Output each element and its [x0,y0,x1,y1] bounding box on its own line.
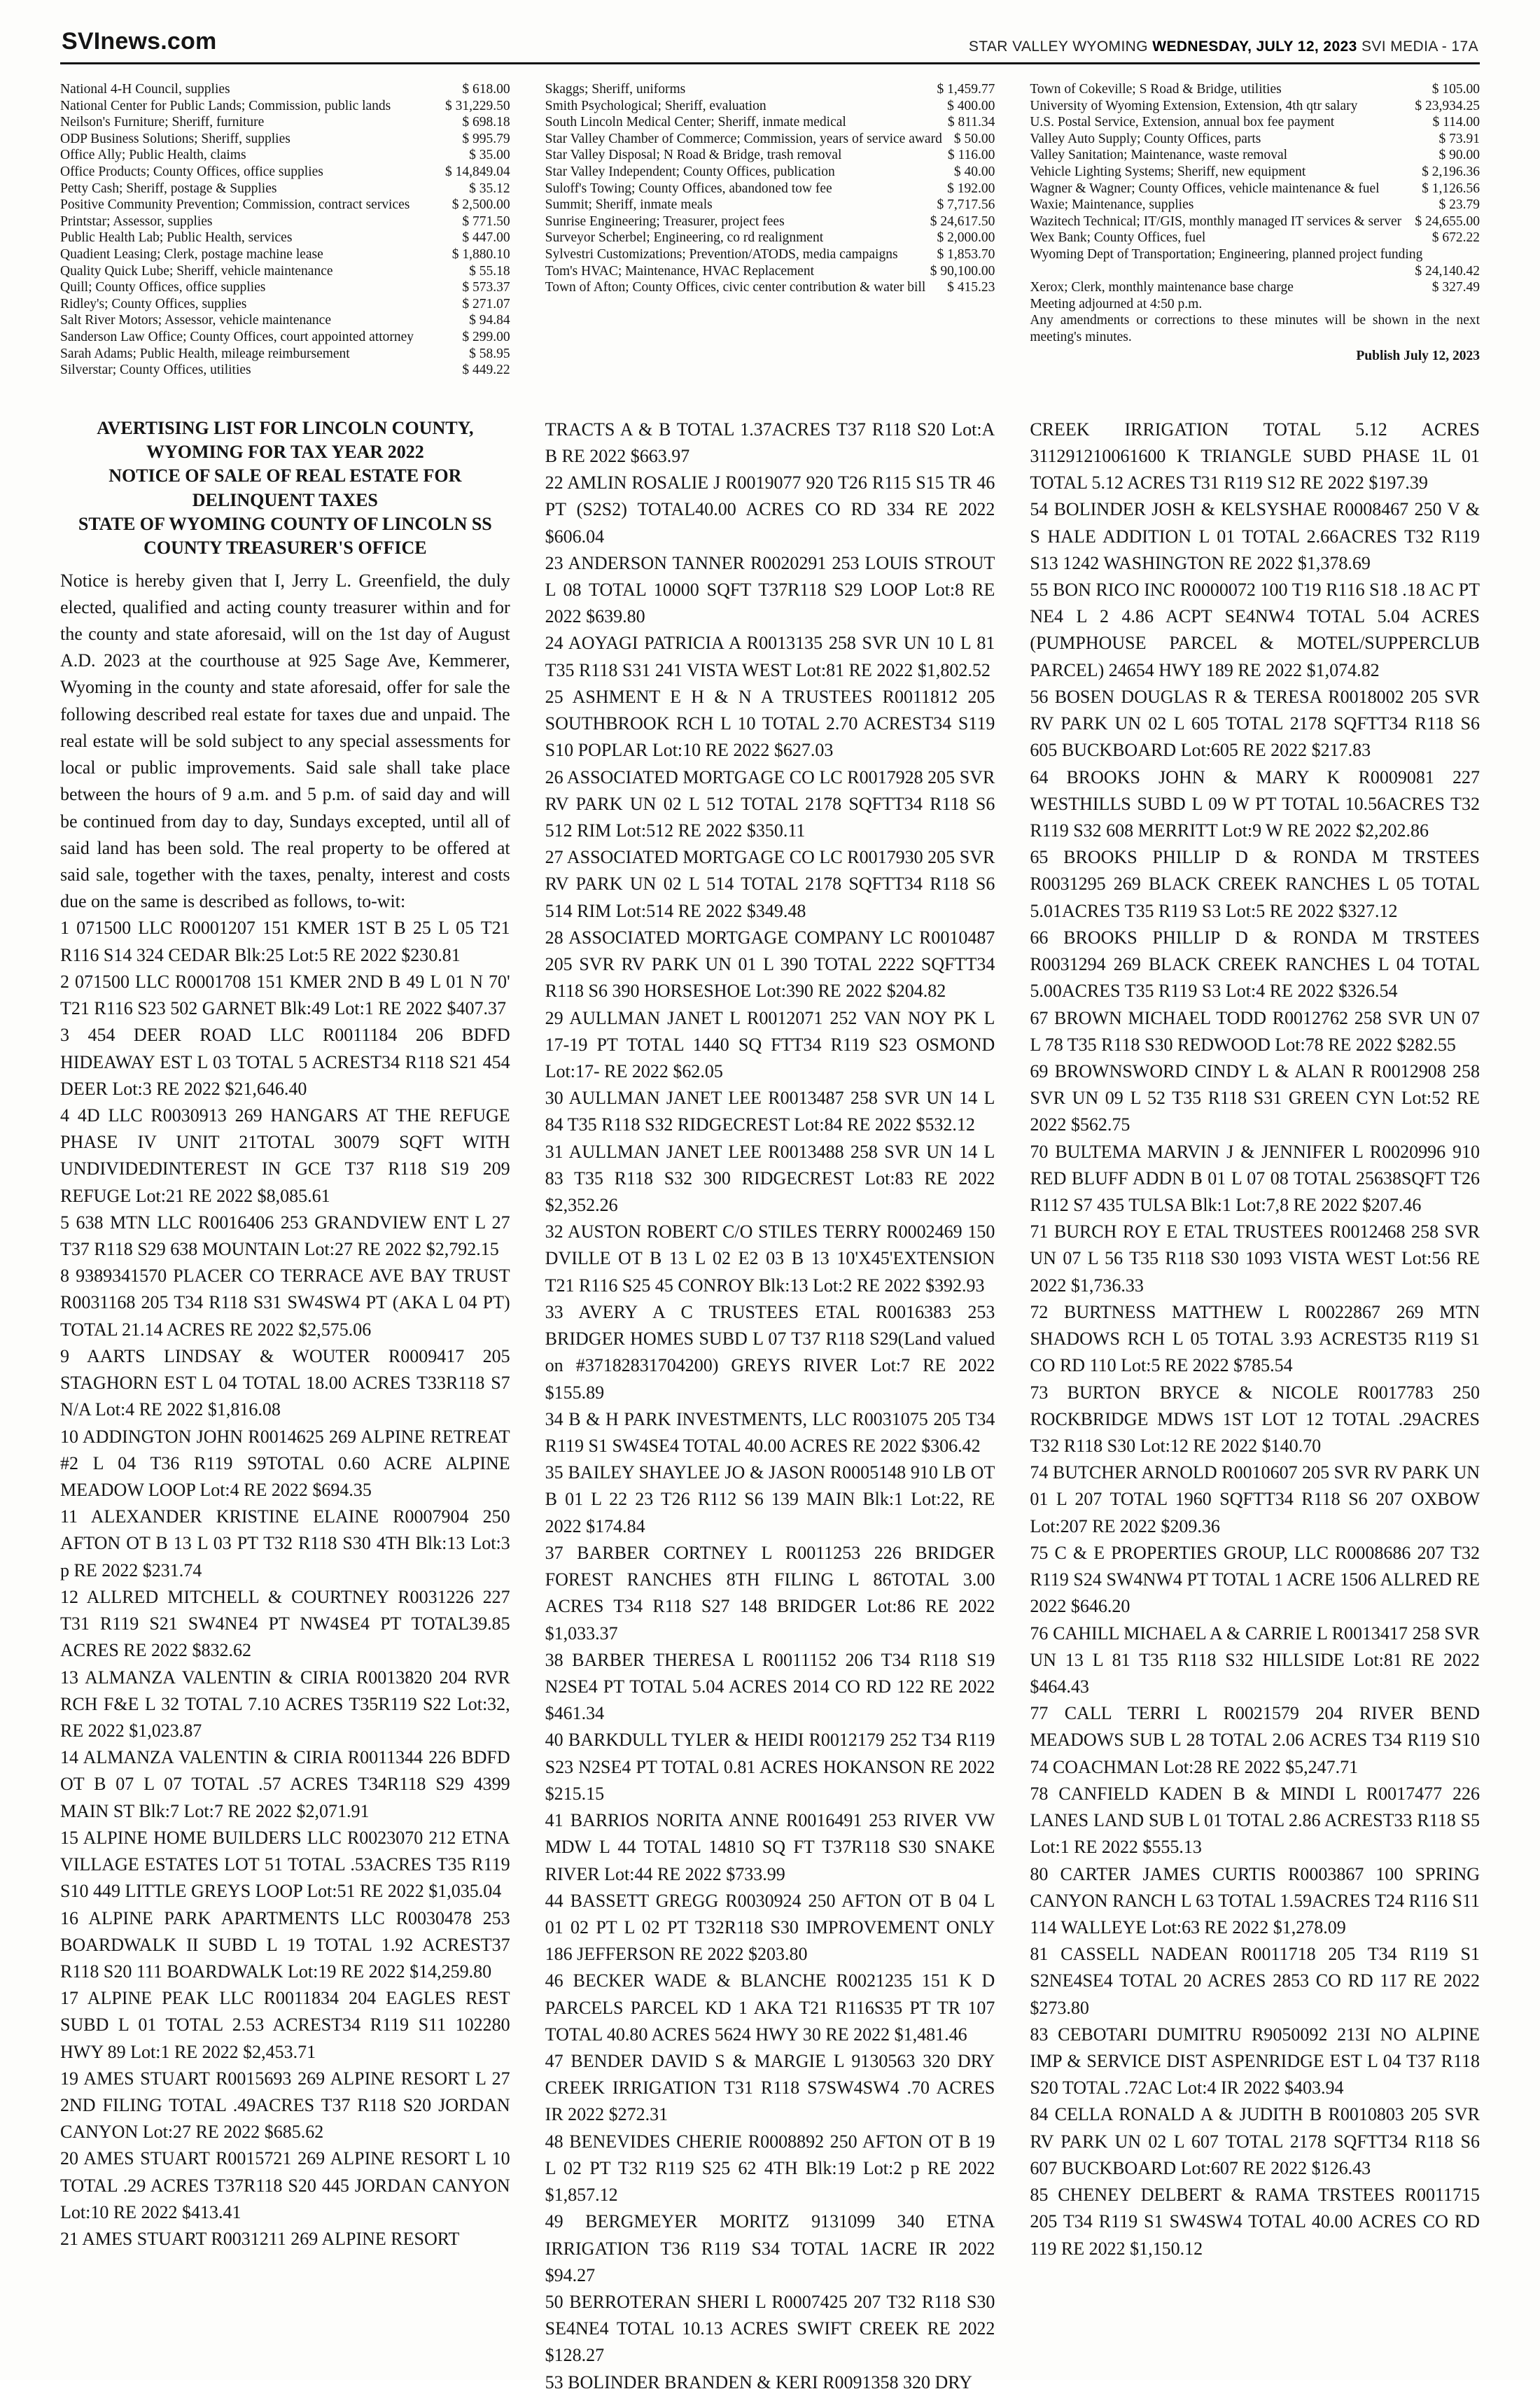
expense-amount: $ 618.00 [462,82,510,97]
tax-sale-entry: 40 BARKDULL TYLER & HEIDI R0012179 252 T34 R119 S23 N2SE4 PT TOTAL 0.81 ACRES HOKANSON RE 2022 $215.15 [545,1730,995,1804]
expense-amount: $ 90,100.00 [930,263,995,279]
tax-sale-entry: 21 AMES STUART R0031211 269 ALPINE RESORT [60,2229,460,2250]
tax-sale-entry: 4 4D LLC R0030913 269 HANGARS AT THE REFUGE PHASE IV UNIT 21TOTAL 30079 SQFT WITH UNDIVIDEDINTEREST IN GCE T37 R118 S19 209 REFUGE Lot:21 RE 2022 $8,085.61 [60,1105,510,1206]
expense-description: Salt River Motors; Assessor, vehicle maintenance [60,313,331,328]
expense-amount: $ 2,196.36 [1422,164,1480,179]
notice-title-line: AVERTISING LIST FOR LINCOLN COUNTY, [97,417,474,438]
expense-amount: $ 299.00 [462,329,510,344]
site-logo: SVInews.com [62,28,217,55]
tax-sale-entry: 41 BARRIOS NORITA ANNE R0016491 253 RIVER VW MDW L 44 TOTAL 14810 SQ FT T37R118 S30 SNAKE RIVER Lot:44 RE 2022 $733.99 [545,1810,995,1884]
notice-column-1 [60,416,510,2396]
expense-line [60,114,510,131]
expense-amount: $ 50.00 [953,131,995,146]
notice-entries-column-1 [60,915,510,2253]
page-header [60,28,1480,62]
tax-sale-entry: TRACTS A & B TOTAL 1.37ACRES T37 R118 S20 Lot:A B RE 2022 $663.97 [545,419,995,466]
expense-amount: $ 90.00 [1438,148,1480,163]
expense-line [1030,98,1480,115]
expense-description: Printstar; Assessor, supplies [60,213,213,229]
expense-description: Valley Sanitation; Maintenance, waste removal [1030,148,1288,163]
tax-sale-entry: 54 BOLINDER JOSH & KELSYSHAE R0008467 250 V & S HALE ADDITION L 01 TOTAL 2.66ACRES T32 R119 S13 1242 WASHINGTON RE 2022 $1,378.69 [1030,499,1480,573]
tax-sale-entry: 27 ASSOCIATED MORTGAGE CO LC R0017930 205 SVR RV PARK UN 02 L 514 TOTAL 2178 SQFTT34 R118 S6 514 RIM Lot:514 RE 2022 $349.48 [545,847,995,921]
expense-line [60,131,510,148]
expense-description: Star Valley Disposal; N Road & Bridge, trash removal [545,148,842,163]
expense-description: Skaggs; Sheriff, uniforms [545,82,686,97]
tax-sale-entry: 50 BERROTERAN SHERI L R0007425 207 T32 R118 S30 SE4NE4 TOTAL 10.13 ACRES SWIFT CREEK RE 2022 $128.27 [545,2292,995,2366]
expense-line [1030,312,1480,345]
tax-sale-entry: 83 CEBOTARI DUMITRU R9050092 213I NO ALPINE IMP & SERVICE DIST ASPENRIDGE EST L 04 T37 R118 S20 TOTAL .72AC Lot:4 IR 2022 $403.94 [1030,2024,1480,2099]
tax-sale-entry: 55 BON RICO INC R0000072 100 T19 R116 S18 .18 AC PT NE4 L 2 4.86 ACPT SE4NW4 TOTAL 5.04 ACRES (PUMPHOUSE PARCEL & MOTEL/SUPPERCLUB PARCEL) 24654 HWY 189 RE 2022 $1,074.82 [1030,580,1480,680]
expense-description: Positive Community Prevention; Commission, contract services [60,197,410,213]
expense-description: Town of Cokeville; S Road & Bridge, utilities [1030,82,1282,97]
expense-description: Tom's HVAC; Maintenance, HVAC Replacement [545,263,814,279]
tax-sale-entry: 85 CHENEY DELBERT & RAMA TRSTEES R0011715 205 T34 R119 S1 SW4SW4 TOTAL 40.00 ACRES CO RD 119 RE 2022 $1,150.12 [1030,2185,1480,2259]
tax-sale-entry: 81 CASSELL NADEAN R0011718 205 T34 R119 S1 S2NE4SE4 TOTAL 20 ACRES 2853 CO RD 117 RE 2022 $273.80 [1030,1944,1480,2018]
expense-line [545,131,995,148]
tax-sale-entry: 76 CAHILL MICHAEL A & CARRIE L R0013417 258 SVR UN 13 L 81 T35 R118 S32 HILLSIDE Lot:81 RE 2022 $464.43 [1030,1623,1480,1697]
expense-description: Wazitech Technical; IT/GIS, monthly managed IT services & server [1030,213,1402,229]
expense-amount: $ 2,000.00 [937,230,995,246]
tax-sale-entry: 75 C & E PROPERTIES GROUP, LLC R0008686 207 T32 R119 S24 SW4NW4 PT TOTAL 1 ACRE 1506 ALLRED RE 2022 $646.20 [1030,1542,1480,1617]
tax-sale-entry: 9 AARTS LINDSAY & WOUTER R0009417 205 STAGHORN EST L 04 TOTAL 18.00 ACRES T33R118 S7 N/A Lot:4 RE 2022 $1,816.08 [60,1345,510,1420]
expense-amount: $ 1,880.10 [451,246,510,262]
expense-line [60,213,510,230]
expense-description: Xerox; Clerk, monthly maintenance base charge [1030,280,1294,295]
notice-title [60,416,510,561]
expense-amount: $ 327.49 [1432,280,1480,295]
tax-sale-entry: 25 ASHMENT E H & N A TRUSTEES R0011812 205 SOUTHBROOK RCH L 10 TOTAL 2.70 ACREST34 S119 S10 POPLAR Lot:10 RE 2022 $627.03 [545,686,995,761]
expense-description: University of Wyoming Extension, Extension, 4th qtr salary [1030,98,1358,113]
expense-amount: $ 23,934.25 [1415,98,1480,113]
expense-line [1030,246,1480,279]
expense-line [545,181,995,197]
tax-sale-entry: 22 AMLIN ROSALIE J R0019077 920 T26 R115 S15 TR 46 PT (S2S2) TOTAL40.00 ACRES CO RD 334 RE 2022 $606.04 [545,472,995,547]
expense-line [1030,181,1480,197]
expense-amount: $ 400.00 [947,98,995,113]
expense-description: Wex Bank; County Offices, fuel [1030,230,1206,246]
tax-sale-entry: 2 071500 LLC R0001708 151 KMER 2ND B 49 L 01 N 70' T21 R116 S23 502 GARNET Blk:49 Lot:1 RE 2022 $407.37 [60,971,510,1019]
expense-line [545,114,995,131]
expense-line [545,279,995,296]
expense-amount: $ 55.18 [469,263,510,279]
notice-title-line: NOTICE OF SALE OF REAL ESTATE FOR [108,465,462,486]
expense-description: Quill; County Offices, office supplies [60,280,266,295]
expense-amount: $ 35.00 [469,148,510,163]
expense-line [60,346,510,363]
minutes-column-3-list [1030,81,1480,346]
expense-description: South Lincoln Medical Center; Sheriff, inmate medical [545,115,846,130]
expense-amount: $ 192.00 [947,181,995,196]
expense-amount: $ 771.50 [462,213,510,229]
expense-line [1030,279,1480,296]
expense-amount: $ 94.84 [469,313,510,328]
expense-line [60,362,510,379]
expense-amount: $ 2,500.00 [451,197,510,213]
expense-line [60,263,510,280]
expense-description: U.S. Postal Service, Extension, annual box fee payment [1030,115,1335,130]
tax-sale-entry: 53 BOLINDER BRANDEN & KERI R0091358 320 DRY [545,2372,972,2393]
tax-sale-entry: 72 BURTNESS MATTHEW L R0022867 269 MTN SHADOWS RCH L 05 TOTAL 3.93 ACREST35 R119 S1 CO RD 110 Lot:5 RE 2022 $785.54 [1030,1301,1480,1376]
tax-sale-entry: 33 AVERY A C TRUSTEES ETAL R0016383 253 BRIDGER HOMES SUBD L 07 T37 R118 S29(Land valued on #37182831704200) GREYS RIVER Lot:7 RE 2022 $155.89 [545,1301,995,1403]
expense-description: National Center for Public Lands; Commission, public lands [60,98,391,113]
expense-line [60,230,510,246]
tax-sale-entry: 38 BARBER THERESA L R0011152 206 T34 R118 S19 N2SE4 PT TOTAL 5.04 ACRES 2014 CO RD 122 RE 2022 $461.34 [545,1649,995,1724]
tax-sale-entry: 35 BAILEY SHAYLEE JO & JASON R0005148 910 LB OT B 01 L 22 23 T26 R112 S6 139 MAIN Blk:1 Lot:22, RE 2022 $174.84 [545,1462,995,1536]
expense-description: Quadient Leasing; Clerk, postage machine lease [60,246,323,262]
tax-sale-entry: 29 AULLMAN JANET L R0012071 252 VAN NOY PK L 17-19 PT TOTAL 1440 SQ FTT34 R119 S23 OSMOND Lot:17- RE 2022 $62.05 [545,1007,995,1081]
expense-line [60,147,510,164]
expense-amount: $ 672.22 [1432,230,1480,246]
notice-title-line: DELINQUENT TAXES [192,489,378,510]
expense-amount: $ 105.00 [1432,82,1480,97]
tax-sale-entry: 48 BENEVIDES CHERIE R0008892 250 AFTON OT B 19 L 02 PT T32 R119 S25 62 4TH Blk:19 Lot:2 p RE 2022 $1,857.12 [545,2131,995,2206]
tax-sale-entry: 17 ALPINE PEAK LLC R0011834 204 EAGLES REST SUBD L 01 TOTAL 2.53 ACREST34 R119 S11 102280 HWY 89 Lot:1 RE 2022 $2,453.71 [60,1988,510,2062]
minutes-column-3 [1030,81,1480,379]
expense-line [1030,296,1480,313]
expense-line [545,98,995,115]
expense-line [60,81,510,98]
expense-description: Star Valley Independent; County Offices, publication [545,164,835,179]
tax-sale-entry: 23 ANDERSON TANNER R0020291 253 LOUIS STROUT L 08 TOTAL 10000 SQFT T37R118 S29 LOOP Lot:8 RE 2022 $639.80 [545,552,995,627]
expense-line [60,164,510,181]
tax-sale-entry: 56 BOSEN DOUGLAS R & TERESA R0018002 205 SVR RV PARK UN 02 L 605 TOTAL 2178 SQFTT34 R118 S6 605 BUCKBOARD Lot:605 RE 2022 $217.83 [1030,686,1480,761]
tax-sale-entry: 32 AUSTON ROBERT C/O STILES TERRY R0002469 150 DVILLE OT B 13 L 02 E2 03 B 13 10'X45'EXTENSION T21 R116 S25 45 CONROY Blk:13 Lot:2 RE 2022 $392.93 [545,1221,995,1296]
expense-line [1030,213,1480,230]
expense-amount: $ 23.79 [1438,197,1480,213]
expense-line [1030,147,1480,164]
expense-description: Sanderson Law Office; County Offices, court appointed attorney [60,329,414,344]
expense-amount: $ 58.95 [469,346,510,361]
expense-description: Sylvestri Customizations; Prevention/ATODS, media campaigns [545,246,898,262]
expense-amount: $ 24,655.00 [1415,213,1480,229]
expense-description: Quality Quick Lube; Sheriff, vehicle maintenance [60,263,333,279]
tax-sale-entry: 71 BURCH ROY E ETAL TRUSTEES R0012468 258 SVR UN 07 L 56 T35 R118 S30 1093 VISTA WEST Lot:56 RE 2022 $1,736.33 [1030,1221,1480,1296]
tax-sale-entry: 1 071500 LLC R0001207 151 KMER 1ST B 25 L 05 T21 R116 S14 324 CEDAR Blk:25 Lot:5 RE 2022 $230.81 [60,918,510,965]
header-meta [969,38,1478,55]
tax-sale-entry: 49 BERGMEYER MORITZ 9131099 340 ETNA IRRIGATION T36 R119 S34 TOTAL 1ACRE IR 2022 $94.27 [545,2211,995,2285]
header-date: WEDNESDAY, JULY 12, 2023 [1152,38,1357,55]
tax-sale-entry: 73 BURTON BRYCE & NICOLE R0017783 250 ROCKBRIDGE MDWS 1ST LOT 12 TOTAL .29ACRES T32 R118 S30 Lot:12 RE 2022 $140.70 [1030,1382,1480,1456]
expense-amount: $ 811.34 [947,115,995,130]
tax-sale-entry: 34 B & H PARK INVESTMENTS, LLC R0031075 205 T34 R119 S1 SW4SE4 TOTAL 40.00 ACRES RE 2022 $306.42 [545,1408,995,1456]
expense-line [545,147,995,164]
minutes-section [60,81,1480,379]
tax-sale-entry: 78 CANFIELD KADEN B & MINDI L R0017477 226 LANES LAND SUB L 01 TOTAL 2.86 ACREST33 R118 S5 Lot:1 RE 2022 $555.13 [1030,1783,1480,1858]
tax-sale-entry: 44 BASSETT GREGG R0030924 250 AFTON OT B 04 L 01 02 PT L 02 PT T32R118 S30 IMPROVEMENT ONLY 186 JEFFERSON RE 2022 $203.80 [545,1890,995,1965]
tax-sale-entry: 28 ASSOCIATED MORTGAGE COMPANY LC R0010487 205 SVR RV PARK UN 01 L 390 TOTAL 2222 SQFTT34 R118 S6 390 HORSESHOE Lot:390 RE 2022 $204.82 [545,927,995,1002]
expense-amount: $ 698.18 [462,115,510,130]
expense-amount: $ 995.79 [462,131,510,146]
minutes-column-2 [545,81,995,379]
publish-date: Publish July 12, 2023 [1356,348,1480,363]
expense-line [60,181,510,197]
tax-sale-entry: 74 BUTCHER ARNOLD R0010607 205 SVR RV PARK UN 01 L 207 TOTAL 1960 SQFTT34 R118 S6 207 OXBOW Lot:207 RE 2022 $209.36 [1030,1462,1480,1536]
tax-sale-entry: 3 454 DEER ROAD LLC R0011184 206 BDFD HIDEAWAY EST L 03 TOTAL 5 ACREST34 R118 S21 454 DEER Lot:3 RE 2022 $21,646.40 [60,1025,510,1099]
minutes-column-1 [60,81,510,379]
tax-sale-entry: 47 BENDER DAVID S & MARGIE L 9130563 320 DRY CREEK IRRIGATION T31 R118 S7SW4SW4 .70 ACRES IR 2022 $272.31 [545,2051,995,2125]
expense-amount: $ 1,459.77 [937,82,995,97]
expense-amount: $ 14,849.04 [445,164,510,179]
expense-amount: $ 573.37 [462,280,510,295]
tax-sale-entry: 16 ALPINE PARK APARTMENTS LLC R0030478 253 BOARDWALK II SUBD L 19 TOTAL 1.92 ACREST37 R118 S20 111 BOARDWALK Lot:19 RE 2022 $14,259.80 [60,1907,510,1982]
expense-description: Public Health Lab; Public Health, services [60,230,293,246]
expense-amount: $ 40.00 [953,164,995,179]
tax-notice-section [60,416,1480,2396]
expense-description: Sunrise Engineering; Treasurer, project fees [545,213,785,229]
tax-sale-entry: 12 ALLRED MITCHELL & COURTNEY R0031226 227 T31 R119 S21 SW4NE4 PT NW4SE4 PT TOTAL39.85 ACRES RE 2022 $832.62 [60,1586,510,1661]
expense-line [60,197,510,213]
notice-intro: Notice is hereby given that I, Jerry L. Greenfield, the duly elected, qualified and acting county treasurer within and for the county and state aforesaid, will on the 1st day of August A.D. 2023 at the courthouse at 925 Sage Ave, Kemmerer, Wyoming in the county and state aforesaid, offer for sale the following described real estate for taxes due and unpaid. The real estate will be sold subject to any special assessments for local or public improvements. Said sale shall take place between the hours of 9 a.m. and 5 p.m. of said day and will be continued from day to day, Sundays excepted, until all of said land has been sold. The real property to be offered at said sale, together with the taxes, penalty, interest and costs due on the same is described as follows, to-wit: [60,570,510,912]
expense-description: Valley Auto Supply; County Offices, parts [1030,131,1261,146]
tax-sale-entry: 65 BROOKS PHILLIP D & RONDA M TRSTEES R0031295 269 BLACK CREEK RANCHES L 05 TOTAL 5.01ACRES T35 R119 S3 Lot:5 RE 2022 $327.12 [1030,847,1480,921]
expense-description: Silverstar; County Offices, utilities [60,363,251,378]
expense-description: National 4-H Council, supplies [60,82,230,97]
expense-line [60,312,510,329]
notice-title-line: WYOMING FOR TAX YEAR 2022 [146,442,424,462]
expense-description: Meeting adjourned at 4:50 p.m. [1030,296,1203,311]
expense-amount: $ 7,717.56 [937,197,995,213]
notice-column-2 [545,416,995,2396]
expense-amount: $ 449.22 [462,363,510,378]
tax-sale-entry: 80 CARTER JAMES CURTIS R0003867 100 SPRING CANYON RANCH L 63 TOTAL 1.59ACRES T24 R116 S11 114 WALLEYE Lot:63 RE 2022 $1,278.09 [1030,1863,1480,1938]
tax-sale-entry: 20 AMES STUART R0015721 269 ALPINE RESORT L 10 TOTAL .29 ACRES T37R118 S20 445 JORDAN CANYON Lot:10 RE 2022 $413.41 [60,2148,510,2222]
tax-sale-entry: 31 AULLMAN JANET LEE R0013488 258 SVR UN 14 L 83 T35 R118 S32 300 RIDGECREST Lot:83 RE 2022 $2,352.26 [545,1141,995,1216]
expense-line [545,197,995,213]
expense-description: Star Valley Chamber of Commerce; Commission, years of service award [545,131,942,146]
header-edition: SVI MEDIA - 17A [1357,38,1478,55]
expense-amount: $ 447.00 [462,230,510,246]
expense-line [1030,114,1480,131]
expense-line [545,263,995,280]
expense-description: Neilson's Furniture; Sheriff, furniture [60,115,265,130]
expense-line [1030,131,1480,148]
tax-sale-entry: 11 ALEXANDER KRISTINE ELAINE R0007904 250 AFTON OT B 13 L 03 PT T32 R118 S30 4TH Blk:13 Lot:3 p RE 2022 $231.74 [60,1506,510,1581]
expense-line [1030,197,1480,213]
expense-description: Vehicle Lighting Systems; Sheriff, new equipment [1030,164,1306,179]
expense-line [1030,164,1480,181]
expense-amount: $ 24,140.42 [1415,263,1480,279]
tax-sale-entry: 15 ALPINE HOME BUILDERS LLC R0023070 212 ETNA VILLAGE ESTATES LOT 51 TOTAL .53ACRES T35 R119 S10 449 LITTLE GREYS LOOP Lot:51 RE 2022 $1,035.04 [60,1827,510,1902]
expense-amount: $ 114.00 [1432,115,1480,130]
expense-description: Smith Psychological; Sheriff, evaluation [545,98,766,113]
notice-title-line: COUNTY TREASURER'S OFFICE [144,538,427,559]
expense-line [60,98,510,115]
expense-line [545,81,995,98]
expense-description: Petty Cash; Sheriff, postage & Supplies [60,181,277,196]
expense-line [1030,230,1480,246]
tax-sale-entry: 77 CALL TERRI L R0021579 204 RIVER BEND MEADOWS SUB L 28 TOTAL 2.06 ACRES T34 R119 S10 74 COACHMAN Lot:28 RE 2022 $5,247.71 [1030,1703,1480,1777]
expense-description: Ridley's; County Offices, supplies [60,296,247,311]
expense-description: Office Ally; Public Health, claims [60,148,246,163]
expense-line [60,246,510,263]
expense-line [545,246,995,263]
expense-line [60,329,510,346]
tax-sale-entry: 10 ADDINGTON JOHN R0014625 269 ALPINE RETREAT #2 L 04 T36 R119 S9TOTAL 0.60 ACRE ALPINE MEADOW LOOP Lot:4 RE 2022 $694.35 [60,1426,510,1500]
expense-line [545,213,995,230]
header-rule [60,62,1480,64]
expense-amount: $ 31,229.50 [445,98,510,113]
expense-line [545,230,995,246]
tax-sale-entry: 64 BROOKS JOHN & MARY K R0009081 227 WESTHILLS SUBD L 09 W PT TOTAL 10.56ACRES T32 R119 S32 608 MERRITT Lot:9 W RE 2022 $2,202.86 [1030,766,1480,841]
expense-amount: $ 415.23 [947,280,995,295]
expense-description: Wagner & Wagner; County Offices, vehicle maintenance & fuel [1030,181,1380,196]
tax-sale-entry: 46 BECKER WADE & BLANCHE R0021235 151 K D PARCELS PARCEL KD 1 AKA T21 R116S35 PT TR 107 TOTAL 40.80 ACRES 5624 HWY 30 RE 2022 $1,481.46 [545,1970,995,2045]
expense-description: Town of Afton; County Offices, civic center contribution & water bill [545,280,926,295]
tax-sale-entry: 24 AOYAGI PATRICIA A R0013135 258 SVR UN 10 L 81 T35 R118 S31 241 VISTA WEST Lot:81 RE 2022 $1,802.52 [545,633,995,680]
header-region: STAR VALLEY WYOMING [968,38,1153,55]
expense-amount: $ 73.91 [1438,131,1480,146]
tax-sale-entry: 69 BROWNSWORD CINDY L & ALAN R R0012908 258 SVR UN 09 L 52 T35 R118 S31 GREEN CYN Lot:52 RE 2022 $562.75 [1030,1060,1480,1135]
tax-sale-entry: 37 BARBER CORTNEY L R0011253 226 BRIDGER FOREST RANCHES 8TH FILING L 86TOTAL 3.00 ACRES T34 R118 S27 148 BRIDGER Lot:86 RE 2022 $1,033.37 [545,1542,995,1644]
expense-amount: $ 24,617.50 [930,213,995,229]
tax-sale-entry: CREEK IRRIGATION TOTAL 5.12 ACRES 311291210061600 K TRIANGLE SUBD PHASE 1L 01 TOTAL 5.12 ACRES T31 R119 S12 RE 2022 $197.39 [1030,419,1480,493]
expense-line [60,296,510,313]
notice-column-3 [1030,416,1480,2396]
expense-description: Sarah Adams; Public Health, mileage reimbursement [60,346,350,361]
tax-sale-entry: 70 BULTEMA MARVIN J & JENNIFER L R0020996 910 RED BLUFF ADDN B 01 L 07 08 TOTAL 25638SQFT T26 R112 S7 435 TULSA Blk:1 Lot:7,8 RE 2022 $207.46 [1030,1141,1480,1216]
expense-description: Suloff's Towing; County Offices, abandoned tow fee [545,181,832,196]
tax-sale-entry: 66 BROOKS PHILLIP D & RONDA M TRSTEES R0031294 269 BLACK CREEK RANCHES L 04 TOTAL 5.00ACRES T35 R119 S3 Lot:4 RE 2022 $326.54 [1030,927,1480,1002]
expense-description: Office Products; County Offices, office supplies [60,164,323,179]
expense-description: ODP Business Solutions; Sheriff, supplies [60,131,290,146]
expense-description: Surveyor Scherbel; Engineering, co rd realignment [545,230,824,246]
expense-amount: $ 1,853.70 [937,246,995,262]
tax-sale-entry: 5 638 MTN LLC R0016406 253 GRANDVIEW ENT L 27 T37 R118 S29 638 MOUNTAIN Lot:27 RE 2022 $2,792.15 [60,1212,510,1260]
expense-description: Wyoming Dept of Transportation; Engineering, planned project funding [1030,246,1423,262]
expense-amount: $ 116.00 [947,148,995,163]
tax-sale-entry: 84 CELLA RONALD A & JUDITH B R0010803 205 SVR RV PARK UN 02 L 607 TOTAL 2178 SQFTT34 R118 S6 607 BUCKBOARD Lot:607 RE 2022 $126.43 [1030,2104,1480,2178]
tax-sale-entry: 30 AULLMAN JANET LEE R0013487 258 SVR UN 14 L 84 T35 R118 S32 RIDGECREST Lot:84 RE 2022 $532.12 [545,1088,995,1135]
tax-sale-entry: 13 ALMANZA VALENTIN & CIRIA R0013820 204 RVR RCH F&E L 32 TOTAL 7.10 ACRES T35R119 S22 Lot:32, RE 2022 $1,023.87 [60,1667,510,1741]
tax-sale-entry: 26 ASSOCIATED MORTGAGE CO LC R0017928 205 SVR RV PARK UN 02 L 512 TOTAL 2178 SQFTT34 R118 S6 512 RIM Lot:512 RE 2022 $350.11 [545,766,995,841]
expense-amount: $ 35.12 [469,181,510,196]
tax-sale-entry: 14 ALMANZA VALENTIN & CIRIA R0011344 226 BDFD OT B 07 L 07 TOTAL .57 ACRES T34R118 S29 4399 MAIN ST Blk:7 Lot:7 RE 2022 $2,071.91 [60,1747,510,1821]
expense-amount: $ 271.07 [462,296,510,311]
expense-description: Summit; Sheriff, inmate meals [545,197,713,213]
expense-line [1030,81,1480,98]
expense-line [545,164,995,181]
expense-line [60,279,510,296]
tax-sale-entry: 67 BROWN MICHAEL TODD R0012762 258 SVR UN 07 L 78 T35 R118 S30 REDWOOD Lot:78 RE 2022 $282.55 [1030,1007,1480,1055]
expense-description: Any amendments or corrections to these minutes will be shown in the next meeting's minutes. [1030,313,1480,344]
expense-description: Waxie; Maintenance, supplies [1030,197,1194,213]
tax-sale-entry: 8 9389341570 PLACER CO TERRACE AVE BAY TRUST R0031168 205 T34 R118 S31 SW4SW4 PT (AKA L 04 PT) TOTAL 21.14 ACRES RE 2022 $2,575.06 [60,1266,510,1340]
expense-amount: $ 1,126.56 [1422,181,1480,196]
notice-title-line: STATE OF WYOMING COUNTY OF LINCOLN SS [78,513,492,534]
tax-sale-entry: 19 AMES STUART R0015693 269 ALPINE RESORT L 27 2ND FILING TOTAL .49ACRES T37 R118 S20 JORDAN CANYON Lot:27 RE 2022 $685.62 [60,2068,510,2143]
